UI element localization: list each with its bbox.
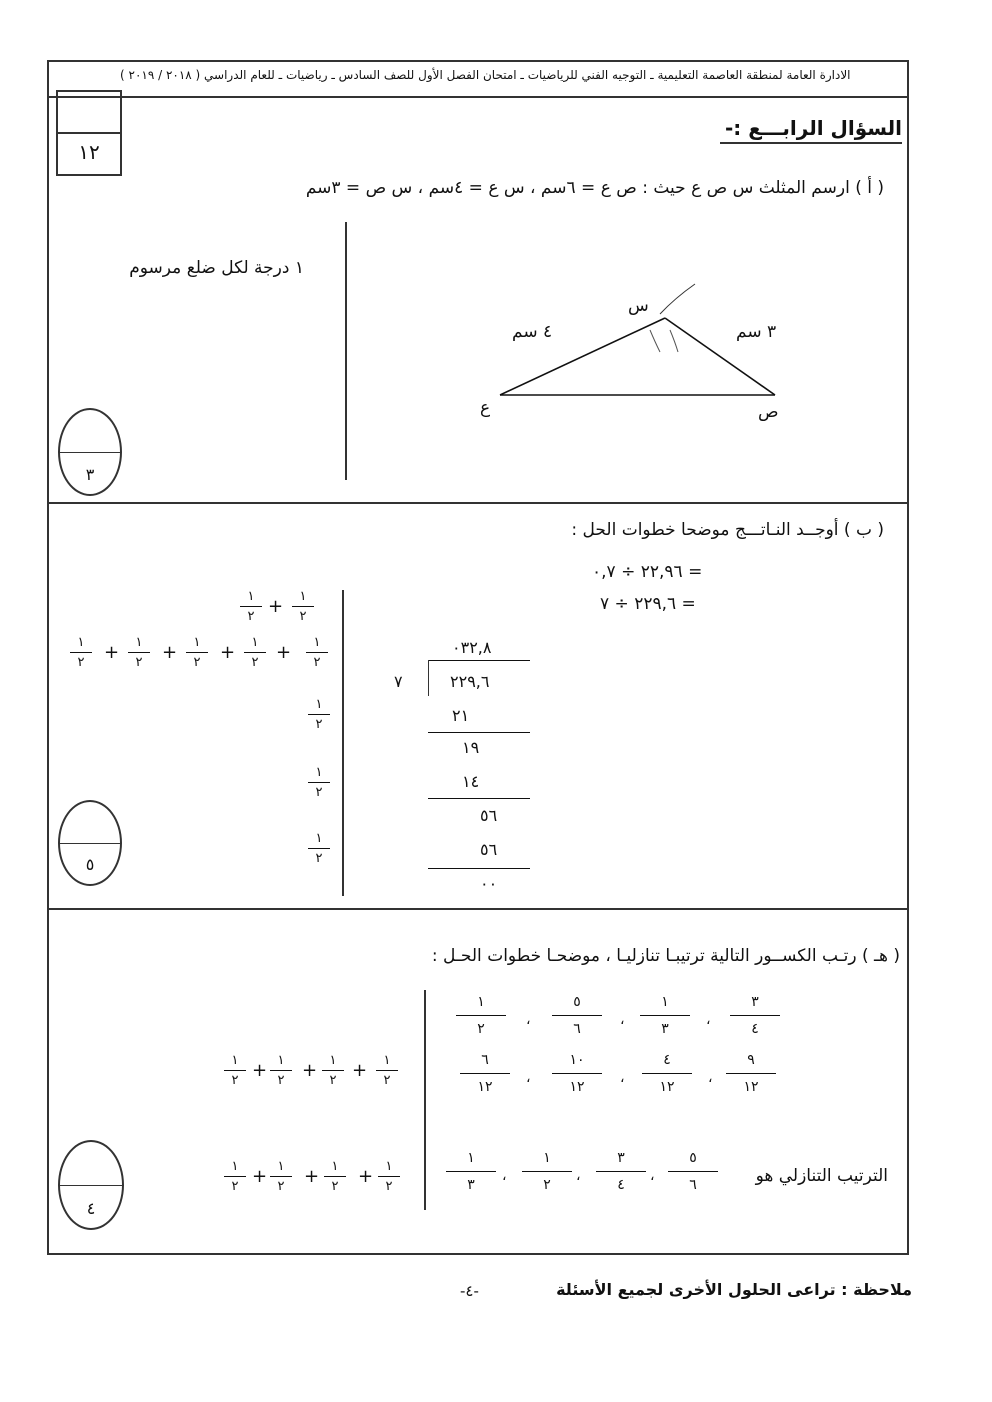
step-bar-1 bbox=[428, 732, 530, 733]
c-row1-frac-2: ١ ٣ bbox=[640, 992, 690, 1039]
c-row1-frac-3: ٥ ٦ bbox=[552, 992, 602, 1039]
b-plus-4: + bbox=[276, 642, 292, 663]
c-plus-1: + bbox=[252, 1060, 268, 1081]
vertex-left-label: ع bbox=[480, 398, 491, 418]
header-divider bbox=[47, 96, 909, 98]
b-frac-top-1: ١ ٢ bbox=[240, 588, 262, 625]
c-score-2: ١ ٢ bbox=[270, 1052, 292, 1089]
part-b-vertical-divider bbox=[342, 590, 344, 896]
compass-arc-2 bbox=[650, 330, 660, 352]
c-score-3: ١ ٢ bbox=[322, 1052, 344, 1089]
step-bar-2 bbox=[428, 798, 530, 799]
c-comma: ، bbox=[708, 1070, 713, 1086]
b-plus-3: + bbox=[220, 642, 236, 663]
section-divider-2 bbox=[47, 908, 909, 910]
c-row1-frac-4: ١ ٢ bbox=[456, 992, 506, 1039]
c-plus-5: + bbox=[304, 1166, 320, 1187]
title-underline bbox=[720, 142, 902, 144]
quotient: ٠٣٢,٨ bbox=[452, 638, 492, 657]
score-box bbox=[56, 90, 122, 176]
b-frac-row-3: ١ ٢ bbox=[186, 634, 208, 671]
compass-arc-3 bbox=[670, 330, 678, 352]
exam-header: الادارة العامة لمنطقة العاصمة التعليمية ـ التوجيه الفني للرياضيات ـ امتحان الفصل الأول للصف السادس ـ رياضيات ـ للعام الدراسي ( ٢٠١٨ / ٢٠١٩ ) bbox=[120, 68, 851, 82]
quotient-bar bbox=[428, 660, 530, 661]
step-4: ٥٦ bbox=[480, 806, 498, 825]
c-score-7: ١ ٢ bbox=[324, 1158, 346, 1195]
step-1: ٢١ bbox=[452, 706, 470, 725]
b-frac-col-3: ١ ٢ bbox=[308, 830, 330, 867]
divisor: ٧ bbox=[394, 672, 403, 691]
c-score-8: ١ ٢ bbox=[378, 1158, 400, 1195]
compass-arc-1 bbox=[660, 284, 695, 314]
question-title: السؤال الرابـــع :- bbox=[724, 116, 902, 140]
c-score-5: ١ ٢ bbox=[224, 1158, 246, 1195]
part-a-vertical-divider bbox=[345, 222, 347, 480]
step-5: ٥٦ bbox=[480, 840, 498, 859]
c-order-frac-4: ١ ٣ bbox=[446, 1148, 496, 1195]
c-comma: ، bbox=[526, 1012, 531, 1028]
b-plus-1: + bbox=[104, 642, 120, 663]
c-comma: ، bbox=[576, 1168, 581, 1184]
c-plus-3: + bbox=[352, 1060, 368, 1081]
c-row2-frac-3: ١٠ ١٢ bbox=[552, 1050, 602, 1097]
c-score-6: ١ ٢ bbox=[270, 1158, 292, 1195]
c-comma: ، bbox=[502, 1168, 507, 1184]
side-left-length: ٤ سم bbox=[512, 322, 553, 342]
vertex-top-label: س bbox=[628, 296, 649, 316]
b-frac-row-1: ١ ٢ bbox=[70, 634, 92, 671]
c-comma: ، bbox=[620, 1070, 625, 1086]
c-comma: ، bbox=[620, 1012, 625, 1028]
c-order-frac-1: ٥ ٦ bbox=[668, 1148, 718, 1195]
part-c-vertical-divider bbox=[424, 990, 426, 1210]
vertex-right-label: ص bbox=[758, 402, 779, 422]
step-6: ٠٠ bbox=[480, 874, 498, 893]
step-3: ١٤ bbox=[462, 772, 480, 791]
side-right-length: ٣ سم bbox=[736, 322, 777, 342]
footer-note: ملاحظة : تراعى الحلول الأخرى لجميع الأسئلة bbox=[556, 1280, 912, 1299]
c-comma: ، bbox=[650, 1168, 655, 1184]
part-b-prompt: ( ب ) أوجــد النـاتـــج موضحا خطوات الحل : bbox=[571, 520, 884, 540]
c-order-frac-3: ١ ٢ bbox=[522, 1148, 572, 1195]
b-frac-top-2: ١ ٢ bbox=[292, 588, 314, 625]
b-frac-row-5: ١ ٢ bbox=[306, 634, 328, 671]
division-bracket bbox=[428, 660, 429, 696]
part-b-mark: ٥ bbox=[85, 855, 95, 874]
part-c-mark-oval bbox=[58, 1140, 124, 1230]
c-comma: ، bbox=[526, 1070, 531, 1086]
b-plus-top: + bbox=[268, 596, 284, 617]
part-a-mark-oval bbox=[58, 408, 122, 496]
b-frac-row-2: ١ ٢ bbox=[128, 634, 150, 671]
order-label: الترتيب التنازلي هو bbox=[755, 1166, 888, 1186]
part-c-prompt: ( هـ ) رتـب الكســور التالية ترتيبـا تنازليـا ، موضحـا خطوات الحـل : bbox=[431, 946, 900, 966]
b-frac-col-1: ١ ٢ bbox=[308, 696, 330, 733]
c-row1-frac-1: ٣ ٤ bbox=[730, 992, 780, 1039]
dividend: ٢٢٩,٦ bbox=[450, 672, 490, 691]
b-frac-col-2: ١ ٢ bbox=[308, 764, 330, 801]
part-a-prompt: ( أ ) ارسم المثلث س ص ع حيث : ص ع = ٦سم ، س ع = ٤سم ، س ص = ٣سم bbox=[305, 178, 884, 198]
section-divider-1 bbox=[47, 502, 909, 504]
division-line-2: ٢٢٩,٦ ÷ ٧ = bbox=[600, 594, 696, 614]
step-bar-3 bbox=[428, 868, 530, 869]
part-a-mark: ٣ bbox=[85, 465, 95, 484]
c-plus-4: + bbox=[252, 1166, 268, 1187]
page-number: -٤- bbox=[460, 1282, 479, 1300]
c-comma: ، bbox=[706, 1012, 711, 1028]
c-plus-2: + bbox=[302, 1060, 318, 1081]
b-frac-row-4: ١ ٢ bbox=[244, 634, 266, 671]
part-b-mark-oval bbox=[58, 800, 122, 886]
c-row2-frac-4: ٦ ١٢ bbox=[460, 1050, 510, 1097]
score-total: ١٢ bbox=[78, 140, 100, 164]
c-plus-6: + bbox=[358, 1166, 374, 1187]
division-line-1: ٢٢,٩٦ ÷ ٠,٧ = bbox=[592, 562, 703, 582]
c-row2-frac-1: ٩ ١٢ bbox=[726, 1050, 776, 1097]
b-plus-2: + bbox=[162, 642, 178, 663]
c-score-4: ١ ٢ bbox=[376, 1052, 398, 1089]
c-score-1: ١ ٢ bbox=[224, 1052, 246, 1089]
part-a-grading-note: ١ درجة لكل ضلع مرسوم bbox=[129, 258, 304, 278]
part-c-mark: ٤ bbox=[86, 1199, 96, 1218]
c-order-frac-2: ٣ ٤ bbox=[596, 1148, 646, 1195]
step-2: ١٩ bbox=[462, 738, 480, 757]
c-row2-frac-2: ٤ ١٢ bbox=[642, 1050, 692, 1097]
